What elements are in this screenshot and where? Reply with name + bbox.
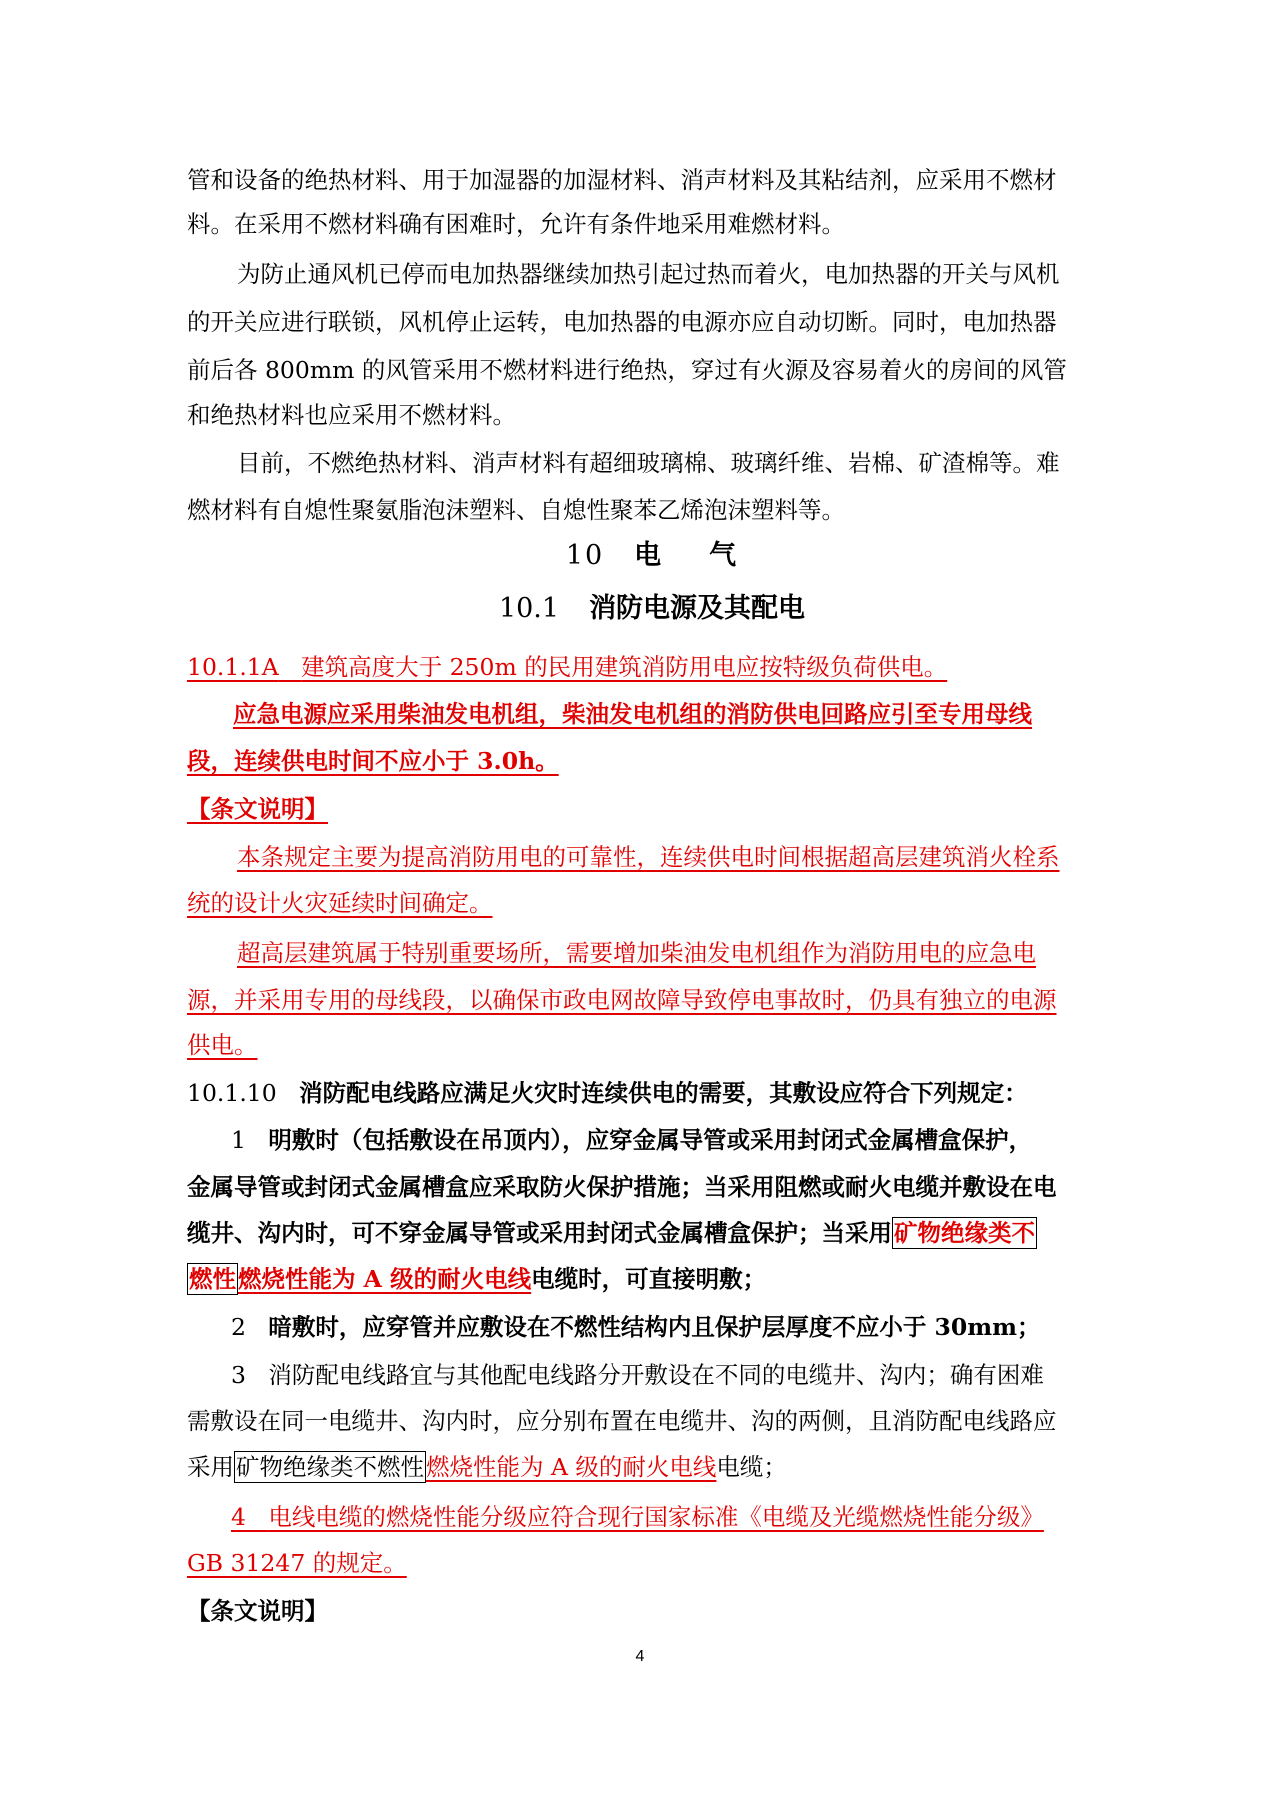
clause-number: 10.1.10	[187, 1079, 277, 1107]
paragraph-line: 燃材料有自熄性聚氨脂泡沫塑料、自熄性聚苯乙烯泡沫塑料等。	[187, 496, 845, 524]
paragraph-line: 的开关应进行联锁，风机停止运转，电加热器的电源亦应自动切断。同时，电加热器	[187, 308, 1057, 336]
list-item: 4 电线电缆的燃烧性能分级应符合现行国家标准《电缆及光缆燃烧性能分级》	[231, 1503, 1044, 1531]
section-number: 10.1	[498, 593, 560, 624]
revised-text-box: 矿物绝缘类不燃性	[236, 1453, 424, 1481]
list-item-line: 需敷设在同一电缆井、沟内时，应分别布置在电缆井、沟的两侧，且消防配电线路应	[187, 1407, 1057, 1435]
list-item-line: 采用矿物绝缘类不燃性燃烧性能为 A 级的耐火电线电缆；	[187, 1453, 787, 1481]
clause-text: 建筑高度大于 250m 的民用建筑消防用电应按特级负荷供电。	[301, 653, 948, 681]
clause-10-1-1a	[187, 650, 1117, 684]
explanation-label: 【条文说明】	[187, 1597, 328, 1625]
explanation-line: 本条规定主要为提高消防用电的可靠性，连续供电时间根据超高层建筑消火栓系	[237, 843, 1060, 871]
clause-number: 10.1.1A	[187, 653, 279, 681]
revised-text-box: 燃性	[189, 1265, 236, 1293]
paragraph-line: 管和设备的绝热材料、用于加湿器的加湿材料、消声材料及其粘结剂，应采用不燃材	[187, 166, 1057, 194]
list-item-line: GB 31247 的规定。	[187, 1549, 407, 1577]
list-item-line: 金属导管或封闭式金属槽盒应采取防火保护措施；当采用阻燃或耐火电缆并敷设在电	[187, 1173, 1057, 1201]
chapter-title: 气	[709, 540, 739, 571]
section-title: 消防电源及其配电	[589, 593, 806, 624]
explanation-line: 超高层建筑属于特别重要场所，需要增加柴油发电机组作为消防用电的应急电	[237, 939, 1036, 967]
clause-10-1-10	[187, 1076, 1117, 1110]
list-item: 1 明敷时（包括敷设在吊顶内），应穿金属导管或采用封闭式金属槽盒保护，	[231, 1126, 1033, 1154]
clause-line: 应急电源应采用柴油发电机组，柴油发电机组的消防供电回路应引至专用母线	[233, 700, 1032, 728]
list-item: 2 暗敷时，应穿管并应敷设在不燃性结构内且保护层厚度不应小于 30mm；	[231, 1313, 1041, 1341]
explanation-line: 源，并采用专用的母线段，以确保市政电网故障导致停电事故时，仍具有独立的电源	[187, 986, 1057, 1014]
list-item: 3 消防配电线路宜与其他配电线路分开敷设在不同的电缆井、沟内；确有困难	[231, 1361, 1044, 1389]
section-heading	[187, 592, 1117, 626]
revised-text: 燃烧性能为 A 级的耐火电线	[426, 1453, 717, 1481]
revised-text-box: 矿物绝缘类不	[894, 1219, 1035, 1247]
list-item-line: 缆井、沟内时，可不穿金属导管或采用封闭式金属槽盒保护；当采用矿物绝缘类不	[187, 1219, 1035, 1247]
paragraph-line: 料。在采用不燃材料确有困难时，允许有条件地采用难燃材料。	[187, 210, 845, 238]
revised-text: 燃烧性能为 A 级的耐火电线	[238, 1265, 532, 1293]
explanation-line: 统的设计火灾延续时间确定。	[187, 889, 493, 917]
chapter-title: 电	[634, 540, 664, 571]
paragraph-line: 为防止通风机已停而电加热器继续加热引起过热而着火，电加热器的开关与风机	[237, 260, 1060, 288]
chapter-number: 10	[565, 540, 605, 571]
chapter-heading	[187, 539, 1117, 573]
paragraph-line: 前后各 800mm 的风管采用不燃材料进行绝热，穿过有火源及容易着火的房间的风管	[187, 356, 1067, 384]
explanation-line: 供电。	[187, 1031, 258, 1059]
paragraph-line: 目前，不燃绝热材料、消声材料有超细玻璃棉、玻璃纤维、岩棉、矿渣棉等。难	[237, 449, 1060, 477]
explanation-label: 【条文说明】	[187, 795, 328, 823]
paragraph-line: 和绝热材料也应采用不燃材料。	[187, 401, 516, 429]
page-number: 4	[635, 1648, 645, 1665]
list-item-line: 燃性燃烧性能为 A 级的耐火电线电缆时，可直接明敷；	[189, 1265, 767, 1293]
clause-line: 段，连续供电时间不应小于 3.0h。	[187, 747, 559, 775]
clause-text: 消防配电线路应满足火灾时连续供电的需要，其敷设应符合下列规定：	[299, 1079, 1028, 1107]
